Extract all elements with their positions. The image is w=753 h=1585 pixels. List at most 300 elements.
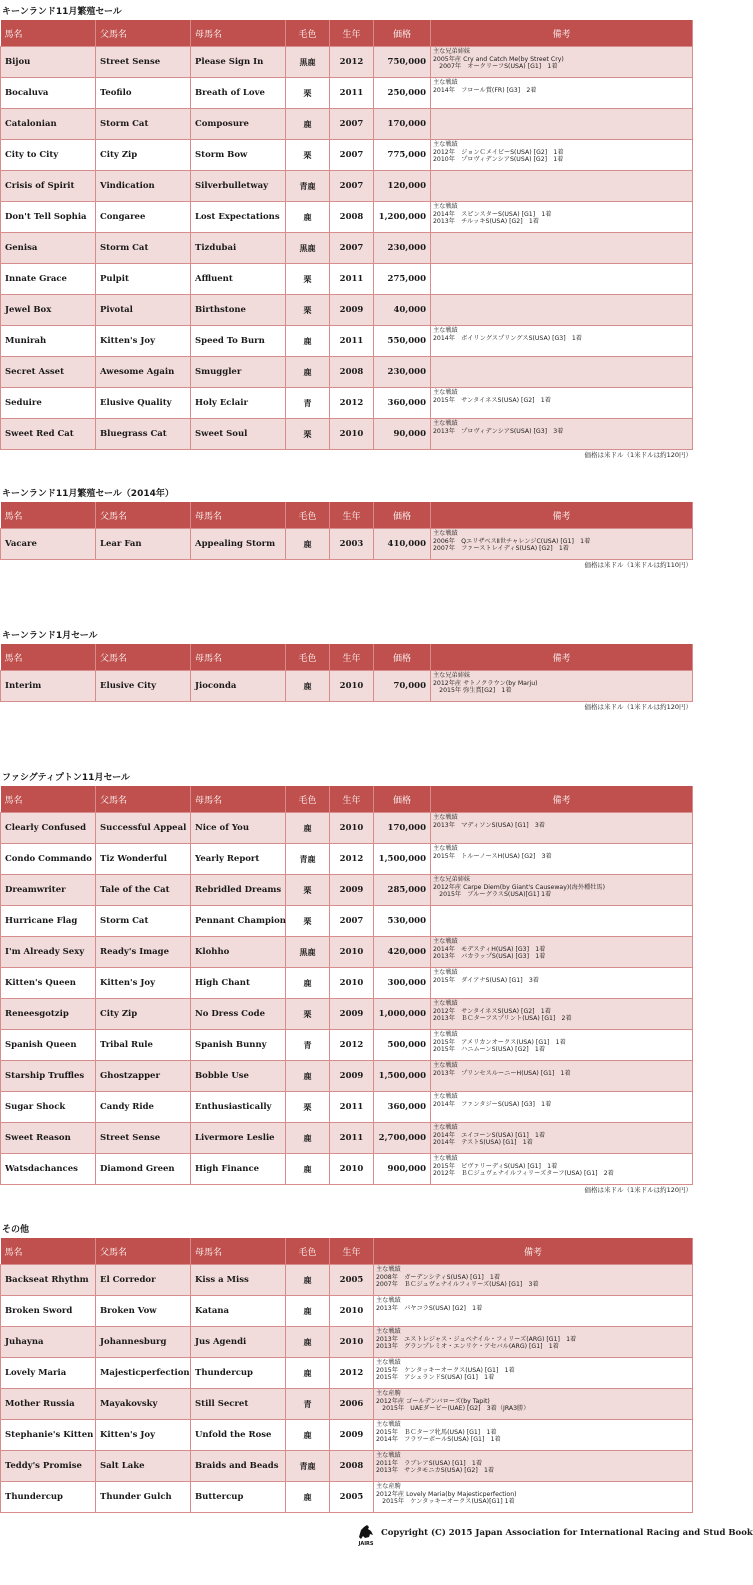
sire-cell: Ghostzapper bbox=[96, 1061, 191, 1092]
birth-year-cell: 2006 bbox=[330, 1389, 374, 1420]
table-row bbox=[1, 47, 693, 78]
table-row bbox=[1, 529, 693, 560]
notes-line: 2014年 スピンスターS(USA) [G1] 1着 bbox=[433, 210, 552, 218]
price-cell: 750,000 bbox=[374, 47, 431, 78]
horse-name-cell: Reneesgotzip bbox=[1, 999, 96, 1030]
sire-cell: Storm Cat bbox=[96, 906, 191, 937]
section-title: キーンランド1月セール bbox=[2, 631, 98, 641]
notes-cell bbox=[431, 233, 693, 264]
price-cell: 230,000 bbox=[374, 357, 431, 388]
dam-cell: Sweet Soul bbox=[191, 419, 286, 450]
table-row bbox=[1, 202, 693, 233]
coat-color-cell: 鹿 bbox=[286, 357, 330, 388]
birth-year-cell: 2012 bbox=[330, 388, 374, 419]
horse-name-cell: Stephanie's Kitten bbox=[1, 1420, 96, 1451]
header-sire: 父馬名 bbox=[96, 644, 191, 671]
dam-cell: High Finance bbox=[191, 1154, 286, 1185]
notes-line: 主な戦績 bbox=[433, 845, 458, 852]
dam-cell: Spanish Bunny bbox=[191, 1030, 286, 1061]
logo-text: JAIRS bbox=[358, 1541, 374, 1547]
notes-line: 2015年 サンタイネスS(USA) [G2] 1着 bbox=[433, 396, 551, 404]
coat-color-cell: 鹿 bbox=[286, 813, 330, 844]
coat-color-cell: 青 bbox=[286, 1389, 330, 1420]
notes-line: 主な戦績 bbox=[433, 1124, 458, 1131]
notes-cell bbox=[431, 357, 693, 388]
currency-footnote: 価格は米ドル（1米ドルは約110円） bbox=[584, 561, 692, 569]
coat-color-cell: 栗 bbox=[286, 264, 330, 295]
header-horse: 馬名 bbox=[1, 1238, 96, 1265]
dam-cell: Composure bbox=[191, 109, 286, 140]
dam-cell: Katana bbox=[191, 1296, 286, 1327]
header-year: 生年 bbox=[330, 786, 374, 813]
header-horse: 馬名 bbox=[1, 20, 96, 47]
notes-line: 2012年産 ゴールデンバローズ(by Tapit) bbox=[376, 1397, 490, 1405]
dam-cell: Silverbulletway bbox=[191, 171, 286, 202]
header-horse: 馬名 bbox=[1, 502, 96, 529]
notes-line: 主な戦績 bbox=[433, 1000, 458, 1007]
table-row bbox=[1, 1154, 693, 1185]
notes-line: 2013年 プロヴィデンシアS(USA) [G3] 3着 bbox=[433, 427, 564, 435]
notes-line: 2015年 ダイアナS(USA) [G1] 3着 bbox=[433, 976, 539, 984]
notes-cell bbox=[374, 1296, 693, 1327]
table-row bbox=[1, 140, 693, 171]
notes-line: 主な兄弟姉妹 bbox=[433, 876, 471, 883]
table-row bbox=[1, 1389, 693, 1420]
price-cell: 1,200,000 bbox=[374, 202, 431, 233]
sire-cell: Lear Fan bbox=[96, 529, 191, 560]
header-sire: 父馬名 bbox=[96, 20, 191, 47]
notes-line: 2014年 エイコーンS(USA) [G1] 1着 bbox=[433, 1131, 546, 1139]
currency-footnote: 価格は米ドル（1米ドルは約120円） bbox=[584, 703, 692, 711]
horse-name-cell: Spanish Queen bbox=[1, 1030, 96, 1061]
price-cell: 775,000 bbox=[374, 140, 431, 171]
price-cell: 250,000 bbox=[374, 78, 431, 109]
price-cell: 360,000 bbox=[374, 1092, 431, 1123]
notes-line: 主な戦績 bbox=[433, 530, 458, 537]
notes-cell bbox=[374, 1451, 693, 1482]
coat-color-cell: 栗 bbox=[286, 295, 330, 326]
header-sire: 父馬名 bbox=[96, 502, 191, 529]
sire-cell: City Zip bbox=[96, 999, 191, 1030]
header-sire: 父馬名 bbox=[96, 1238, 191, 1265]
table-header-row bbox=[1, 786, 693, 813]
header-price: 価格 bbox=[374, 786, 431, 813]
sire-cell: Successful Appeal bbox=[96, 813, 191, 844]
notes-cell bbox=[374, 1327, 693, 1358]
currency-footnote: 価格は米ドル（1米ドルは約120円） bbox=[584, 451, 692, 459]
notes-line: 主な戦績 bbox=[376, 1421, 401, 1428]
horse-name-cell: Clearly Confused bbox=[1, 813, 96, 844]
sire-cell: Diamond Green bbox=[96, 1154, 191, 1185]
header-notes: 備考 bbox=[431, 644, 693, 671]
notes-cell bbox=[431, 999, 693, 1030]
dam-cell: Storm Bow bbox=[191, 140, 286, 171]
notes-line: 2007年 ファーストレイディS(USA) [G2] 1着 bbox=[433, 545, 569, 552]
sire-cell: Vindication bbox=[96, 171, 191, 202]
coat-color-cell: 鹿 bbox=[286, 1296, 330, 1327]
horse-name-cell: Broken Sword bbox=[1, 1296, 96, 1327]
coat-color-cell: 鹿 bbox=[286, 968, 330, 999]
header-dam: 母馬名 bbox=[191, 20, 286, 47]
dam-cell: Pennant Champion bbox=[191, 906, 286, 937]
section-others bbox=[0, 1222, 700, 1513]
header-year: 生年 bbox=[330, 20, 374, 47]
price-cell: 90,000 bbox=[374, 419, 431, 450]
table-header-row bbox=[1, 1238, 693, 1265]
table-row bbox=[1, 844, 693, 875]
dam-cell: Yearly Report bbox=[191, 844, 286, 875]
notes-line: 主な戦績 bbox=[433, 203, 458, 210]
birth-year-cell: 2008 bbox=[330, 202, 374, 233]
dam-cell: Bobble Use bbox=[191, 1061, 286, 1092]
notes-line: 主な戦績 bbox=[433, 1031, 458, 1038]
notes-line: 主な戦績 bbox=[433, 814, 458, 821]
coat-color-cell: 鹿 bbox=[286, 1123, 330, 1154]
header-year: 生年 bbox=[330, 502, 374, 529]
header-price: 価格 bbox=[374, 644, 431, 671]
sire-cell: Storm Cat bbox=[96, 109, 191, 140]
coat-color-cell: 栗 bbox=[286, 1092, 330, 1123]
notes-line: 主な戦績 bbox=[433, 938, 458, 945]
sire-cell: Thunder Gulch bbox=[96, 1482, 191, 1513]
birth-year-cell: 2011 bbox=[330, 78, 374, 109]
sire-cell: Street Sense bbox=[96, 47, 191, 78]
dam-cell: Lost Expectations bbox=[191, 202, 286, 233]
sire-cell: Kitten's Joy bbox=[96, 1420, 191, 1451]
table-row bbox=[1, 109, 693, 140]
birth-year-cell: 2009 bbox=[330, 1420, 374, 1451]
birth-year-cell: 2011 bbox=[330, 264, 374, 295]
notes-line: 主な戦績 bbox=[433, 1155, 458, 1162]
horse-name-cell: Jewel Box bbox=[1, 295, 96, 326]
notes-line: 2012年産 サトノクラウン(by Marju) bbox=[433, 679, 538, 687]
notes-line: 2013年 サンタモニカS(USA) [G2] 1着 bbox=[376, 1467, 495, 1474]
notes-line: 主な産駒 bbox=[376, 1483, 401, 1490]
table-row bbox=[1, 875, 693, 906]
birth-year-cell: 2012 bbox=[330, 47, 374, 78]
sales-table bbox=[0, 20, 693, 450]
horse-name-cell: Juhayna bbox=[1, 1327, 96, 1358]
sire-cell: Bluegrass Cat bbox=[96, 419, 191, 450]
sire-cell: Congaree bbox=[96, 202, 191, 233]
table-row bbox=[1, 1061, 693, 1092]
coat-color-cell: 栗 bbox=[286, 140, 330, 171]
table-row bbox=[1, 326, 693, 357]
price-cell: 410,000 bbox=[374, 529, 431, 560]
birth-year-cell: 2009 bbox=[330, 999, 374, 1030]
dam-cell: Still Secret bbox=[191, 1389, 286, 1420]
table-row bbox=[1, 1265, 693, 1296]
notes-cell bbox=[431, 171, 693, 202]
notes-line: 2015年 ビヴァリーディS(USA) [G1] 1着 bbox=[433, 1162, 558, 1170]
sire-cell: Kitten's Joy bbox=[96, 968, 191, 999]
price-cell: 500,000 bbox=[374, 1030, 431, 1061]
copyright-text: Copyright (C) 2015 Japan Association for International Racing and Stud Book bbox=[381, 1528, 753, 1538]
price-cell: 2,700,000 bbox=[374, 1123, 431, 1154]
coat-color-cell: 青鹿 bbox=[286, 1451, 330, 1482]
notes-line: 2015年 ケンタッキーオークス(USA)[G1] 1着 bbox=[376, 1498, 515, 1505]
notes-cell bbox=[431, 1123, 693, 1154]
horse-name-cell: Bocaluva bbox=[1, 78, 96, 109]
table-row bbox=[1, 1123, 693, 1154]
sire-cell: Tale of the Cat bbox=[96, 875, 191, 906]
table-row bbox=[1, 419, 693, 450]
sire-cell: Johannesburg bbox=[96, 1327, 191, 1358]
coat-color-cell: 青 bbox=[286, 1030, 330, 1061]
notes-line: 主な戦績 bbox=[376, 1452, 401, 1459]
header-price: 価格 bbox=[374, 502, 431, 529]
coat-color-cell: 鹿 bbox=[286, 1482, 330, 1513]
notes-line: 2015年 ブルーグラスS(USA)[G1] 1着 bbox=[433, 891, 552, 898]
notes-line: 2007年 オークリーフS(USA) [G1] 1着 bbox=[433, 63, 558, 70]
table-row bbox=[1, 906, 693, 937]
horse-name-cell: Hurricane Flag bbox=[1, 906, 96, 937]
table-row bbox=[1, 1030, 693, 1061]
notes-cell bbox=[431, 937, 693, 968]
section-fasig-tipton-november-sale bbox=[0, 770, 700, 1195]
horse-name-cell: Sweet Red Cat bbox=[1, 419, 96, 450]
notes-line: 2014年 ボイリングスプリングスS(USA) [G3] 1着 bbox=[433, 334, 582, 342]
horse-name-cell: Interim bbox=[1, 671, 96, 702]
table-row bbox=[1, 813, 693, 844]
price-cell: 70,000 bbox=[374, 671, 431, 702]
birth-year-cell: 2010 bbox=[330, 671, 374, 702]
notes-line: 主な戦績 bbox=[433, 327, 458, 334]
notes-line: 2010年 プロヴィデンシアS(USA) [G2] 1着 bbox=[433, 156, 564, 163]
birth-year-cell: 2011 bbox=[330, 1092, 374, 1123]
birth-year-cell: 2003 bbox=[330, 529, 374, 560]
header-notes: 備考 bbox=[431, 786, 693, 813]
notes-line: 2011年 ラブレアS(USA) [G1] 1着 bbox=[376, 1459, 483, 1467]
horse-name-cell: Innate Grace bbox=[1, 264, 96, 295]
notes-cell bbox=[431, 326, 693, 357]
sire-cell: Majesticperfection bbox=[96, 1358, 191, 1389]
section-keeneland-november-breeding-sale bbox=[0, 4, 700, 460]
notes-line: 2015年 UAEダービー(UAE) [G2] 3着（JRA3勝） bbox=[376, 1405, 530, 1412]
notes-cell bbox=[431, 671, 693, 702]
notes-line: 主な戦績 bbox=[433, 141, 458, 148]
table-header-row bbox=[1, 20, 693, 47]
notes-line: 2007年 ＢＣジュヴェナイルフィリーズ(USA) [G1] 3着 bbox=[376, 1281, 539, 1288]
notes-line: 2014年 フロール賞(FR) [G3] 2着 bbox=[433, 86, 537, 94]
table-row bbox=[1, 671, 693, 702]
notes-line: 主な戦績 bbox=[433, 79, 458, 86]
header-year: 生年 bbox=[330, 1238, 374, 1265]
table-row bbox=[1, 968, 693, 999]
currency-footnote: 価格は米ドル（1米ドルは約120円） bbox=[584, 1186, 692, 1194]
price-cell: 275,000 bbox=[374, 264, 431, 295]
horse-name-cell: Genisa bbox=[1, 233, 96, 264]
horse-name-cell: Bijou bbox=[1, 47, 96, 78]
sire-cell: El Corredor bbox=[96, 1265, 191, 1296]
coat-color-cell: 鹿 bbox=[286, 202, 330, 233]
price-cell: 120,000 bbox=[374, 171, 431, 202]
header-dam: 母馬名 bbox=[191, 644, 286, 671]
table-row bbox=[1, 1092, 693, 1123]
birth-year-cell: 2010 bbox=[330, 1296, 374, 1327]
notes-line: 2014年 テストS(USA) [G1] 1着 bbox=[433, 1139, 533, 1146]
notes-cell bbox=[431, 529, 693, 560]
price-cell: 40,000 bbox=[374, 295, 431, 326]
notes-cell bbox=[431, 78, 693, 109]
dam-cell: Buttercup bbox=[191, 1482, 286, 1513]
horse-name-cell: Sugar Shock bbox=[1, 1092, 96, 1123]
birth-year-cell: 2007 bbox=[330, 906, 374, 937]
coat-color-cell: 青鹿 bbox=[286, 844, 330, 875]
price-cell: 170,000 bbox=[374, 813, 431, 844]
notes-line: 2013年 エストレジャス・ジュベナイル・フィリーズ(ARG) [G1] 1着 bbox=[376, 1335, 577, 1343]
coat-color-cell: 鹿 bbox=[286, 529, 330, 560]
birth-year-cell: 2005 bbox=[330, 1482, 374, 1513]
notes-line: 主な戦績 bbox=[376, 1297, 401, 1304]
birth-year-cell: 2011 bbox=[330, 326, 374, 357]
notes-line: 2015年 ハニムーンS(USA) [G2] 1着 bbox=[433, 1046, 546, 1053]
price-cell: 1,500,000 bbox=[374, 1061, 431, 1092]
birth-year-cell: 2008 bbox=[330, 1451, 374, 1482]
notes-cell bbox=[374, 1420, 693, 1451]
coat-color-cell: 栗 bbox=[286, 419, 330, 450]
notes-line: 2012年産 Lovely Maria(by Majesticperfection) bbox=[376, 1490, 517, 1498]
sire-cell: City Zip bbox=[96, 140, 191, 171]
horse-name-cell: Munirah bbox=[1, 326, 96, 357]
header-sire: 父馬名 bbox=[96, 786, 191, 813]
notes-cell bbox=[431, 1092, 693, 1123]
coat-color-cell: 鹿 bbox=[286, 1154, 330, 1185]
notes-line: 主な戦績 bbox=[433, 389, 458, 396]
birth-year-cell: 2010 bbox=[330, 813, 374, 844]
horse-name-cell: Kitten's Queen bbox=[1, 968, 96, 999]
birth-year-cell: 2012 bbox=[330, 1358, 374, 1389]
horse-name-cell: Vacare bbox=[1, 529, 96, 560]
header-notes: 備考 bbox=[431, 502, 693, 529]
notes-line: 2012年 ＢＣジュヴェナイルフィリーズターフ(USA) [G1] 2着 bbox=[433, 1170, 614, 1177]
notes-line: 主な戦績 bbox=[376, 1266, 401, 1273]
notes-line: 主な戦績 bbox=[376, 1328, 401, 1335]
notes-cell bbox=[431, 202, 693, 233]
horse-name-cell: I'm Already Sexy bbox=[1, 937, 96, 968]
notes-line: 2006年 QエリザベスⅡ世チャレンジC(USA) [G1] 1着 bbox=[433, 537, 591, 545]
notes-cell bbox=[431, 295, 693, 326]
table-row bbox=[1, 999, 693, 1030]
birth-year-cell: 2011 bbox=[330, 1123, 374, 1154]
coat-color-cell: 鹿 bbox=[286, 1265, 330, 1296]
header-color: 毛色 bbox=[286, 786, 330, 813]
dam-cell: Breath of Love bbox=[191, 78, 286, 109]
table-row bbox=[1, 357, 693, 388]
price-cell: 530,000 bbox=[374, 906, 431, 937]
notes-line: 主な戦績 bbox=[376, 1359, 401, 1366]
dam-cell: Holy Eclair bbox=[191, 388, 286, 419]
notes-cell bbox=[431, 1154, 693, 1185]
coat-color-cell: 青 bbox=[286, 388, 330, 419]
dam-cell: Klohho bbox=[191, 937, 286, 968]
header-horse: 馬名 bbox=[1, 644, 96, 671]
horse-name-cell: Secret Asset bbox=[1, 357, 96, 388]
coat-color-cell: 鹿 bbox=[286, 1327, 330, 1358]
horse-name-cell: Catalonian bbox=[1, 109, 96, 140]
dam-cell: Smuggler bbox=[191, 357, 286, 388]
header-color: 毛色 bbox=[286, 502, 330, 529]
notes-line: 2015年 アメリカンオークス(USA) [G1] 1着 bbox=[433, 1038, 566, 1046]
notes-cell bbox=[374, 1265, 693, 1296]
notes-line: 2015年 トルーノースH(USA) [G2] 3着 bbox=[433, 852, 552, 860]
coat-color-cell: 鹿 bbox=[286, 109, 330, 140]
table-row bbox=[1, 233, 693, 264]
horse-name-cell: City to City bbox=[1, 140, 96, 171]
price-cell: 230,000 bbox=[374, 233, 431, 264]
notes-line: 主な産駒 bbox=[376, 1390, 401, 1397]
notes-line: 2015年 ケンタッキーオークス(USA) [G1] 1着 bbox=[376, 1366, 515, 1374]
table-row bbox=[1, 937, 693, 968]
coat-color-cell: 鹿 bbox=[286, 1358, 330, 1389]
horse-name-cell: Crisis of Spirit bbox=[1, 171, 96, 202]
sire-cell: Mayakovsky bbox=[96, 1389, 191, 1420]
dam-cell: Jioconda bbox=[191, 671, 286, 702]
notes-line: 主な戦績 bbox=[433, 1093, 458, 1100]
sales-table bbox=[0, 1238, 693, 1513]
sire-cell: Storm Cat bbox=[96, 233, 191, 264]
notes-line: 主な兄弟姉妹 bbox=[433, 672, 471, 679]
birth-year-cell: 2007 bbox=[330, 233, 374, 264]
dam-cell: Kiss a Miss bbox=[191, 1265, 286, 1296]
sire-cell: Broken Vow bbox=[96, 1296, 191, 1327]
table-row bbox=[1, 171, 693, 202]
table-row bbox=[1, 1451, 693, 1482]
coat-color-cell: 栗 bbox=[286, 906, 330, 937]
sire-cell: Street Sense bbox=[96, 1123, 191, 1154]
dam-cell: Tizdubai bbox=[191, 233, 286, 264]
horse-name-cell: Sweet Reason bbox=[1, 1123, 96, 1154]
coat-color-cell: 青鹿 bbox=[286, 171, 330, 202]
notes-cell bbox=[431, 419, 693, 450]
dam-cell: Unfold the Rose bbox=[191, 1420, 286, 1451]
notes-line: 2005年産 Cry and Catch Me(by Street Cry) bbox=[433, 55, 564, 63]
price-cell: 285,000 bbox=[374, 875, 431, 906]
notes-line: 主な戦績 bbox=[433, 969, 458, 976]
notes-cell bbox=[431, 844, 693, 875]
coat-color-cell: 鹿 bbox=[286, 1061, 330, 1092]
birth-year-cell: 2012 bbox=[330, 1030, 374, 1061]
birth-year-cell: 2008 bbox=[330, 357, 374, 388]
dam-cell: Speed To Burn bbox=[191, 326, 286, 357]
dam-cell: Livermore Leslie bbox=[191, 1123, 286, 1154]
sire-cell: Kitten's Joy bbox=[96, 326, 191, 357]
notes-line: 2014年 フラワーボールS(USA) [G1] 1着 bbox=[376, 1436, 501, 1443]
table-header-row bbox=[1, 644, 693, 671]
notes-line: 2014年 モデスティH(USA) [G3] 1着 bbox=[433, 945, 546, 953]
copyright-footer bbox=[355, 1522, 753, 1552]
sales-table bbox=[0, 786, 693, 1185]
sire-cell: Elusive Quality bbox=[96, 388, 191, 419]
notes-cell bbox=[431, 1030, 693, 1061]
horse-name-cell: Thundercup bbox=[1, 1482, 96, 1513]
price-cell: 300,000 bbox=[374, 968, 431, 999]
notes-line: 2012年 ジョンＣメイビーS(USA) [G2] 1着 bbox=[433, 148, 564, 156]
birth-year-cell: 2007 bbox=[330, 140, 374, 171]
header-year: 生年 bbox=[330, 644, 374, 671]
horse-name-cell: Lovely Maria bbox=[1, 1358, 96, 1389]
notes-line: 2013年 ＢＣターフスプリント(USA) [G1] 2着 bbox=[433, 1015, 572, 1022]
horse-name-cell: Mother Russia bbox=[1, 1389, 96, 1420]
birth-year-cell: 2009 bbox=[330, 295, 374, 326]
header-color: 毛色 bbox=[286, 644, 330, 671]
dam-cell: Appealing Storm bbox=[191, 529, 286, 560]
sire-cell: Awesome Again bbox=[96, 357, 191, 388]
table-header-row bbox=[1, 502, 693, 529]
header-color: 毛色 bbox=[286, 20, 330, 47]
notes-cell bbox=[431, 968, 693, 999]
birth-year-cell: 2010 bbox=[330, 1154, 374, 1185]
